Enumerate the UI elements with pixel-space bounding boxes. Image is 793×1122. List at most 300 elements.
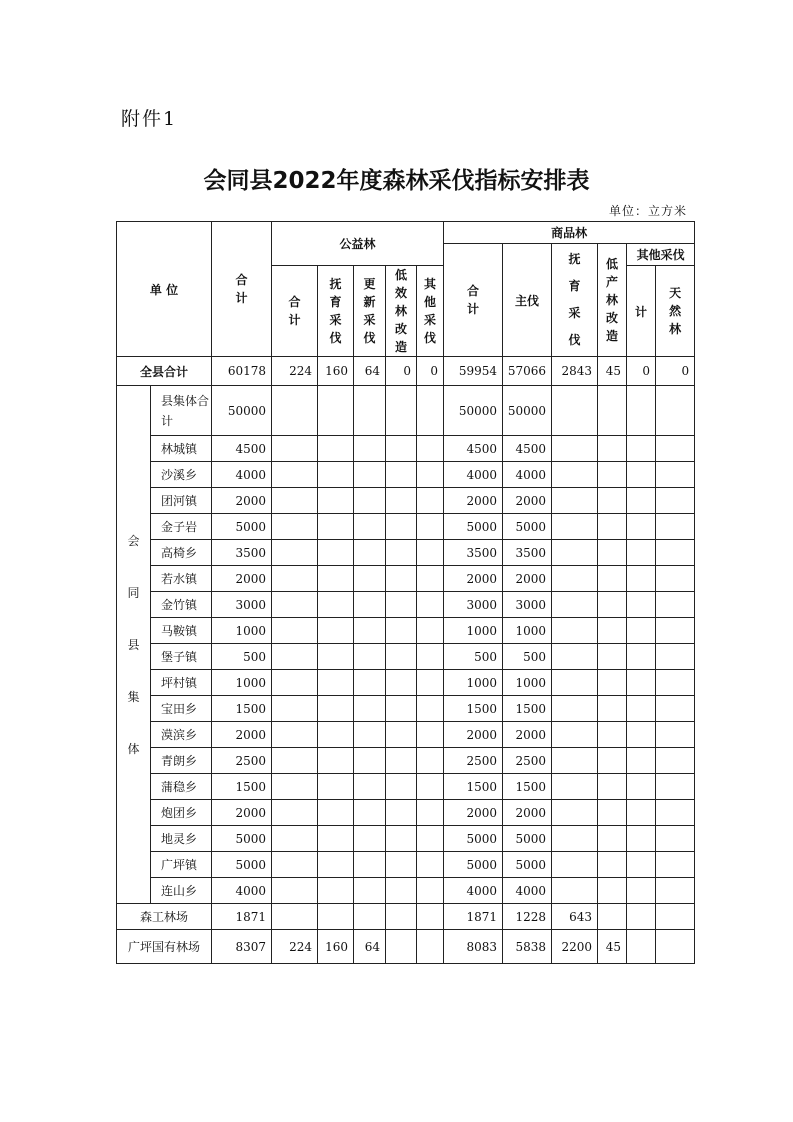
table-cell: 5000 — [212, 852, 272, 878]
table-cell — [656, 748, 695, 774]
table-cell — [656, 488, 695, 514]
table-cell — [354, 878, 386, 904]
table-cell — [656, 722, 695, 748]
header-other-count: 计 — [627, 266, 656, 357]
table-cell — [552, 774, 598, 800]
table-cell — [272, 540, 318, 566]
table-cell — [417, 904, 444, 930]
table-cell: 5000 — [212, 826, 272, 852]
table-cell: 500 — [444, 644, 503, 670]
table-cell — [552, 644, 598, 670]
table-cell — [386, 540, 417, 566]
table-cell — [627, 670, 656, 696]
row-label: 沙溪乡 — [151, 462, 212, 488]
table-cell — [417, 670, 444, 696]
table-cell: 2500 — [212, 748, 272, 774]
table-cell: 1000 — [444, 618, 503, 644]
table-row — [117, 878, 695, 904]
table-cell — [318, 826, 354, 852]
header-com-lowyield: 低产林改造 — [598, 244, 627, 357]
table-cell — [318, 774, 354, 800]
table-cell — [598, 540, 627, 566]
table-cell — [354, 540, 386, 566]
table-cell — [598, 670, 627, 696]
table-cell — [627, 696, 656, 722]
table-cell — [354, 852, 386, 878]
table-cell — [656, 800, 695, 826]
table-cell: 2500 — [503, 748, 552, 774]
table-cell: 8083 — [444, 930, 503, 964]
row-label: 堡子镇 — [151, 644, 212, 670]
table-cell — [656, 826, 695, 852]
table-cell: 500 — [503, 644, 552, 670]
table-cell — [272, 722, 318, 748]
table-cell: 1500 — [503, 774, 552, 800]
table-cell — [552, 386, 598, 436]
table-cell — [417, 618, 444, 644]
table-cell — [598, 592, 627, 618]
table-cell: 2000 — [444, 800, 503, 826]
row-label: 坪村镇 — [151, 670, 212, 696]
table-cell: 5000 — [503, 826, 552, 852]
table-cell — [386, 670, 417, 696]
table-row — [117, 722, 695, 748]
table-cell — [656, 878, 695, 904]
table-cell: 2000 — [212, 566, 272, 592]
table-cell — [354, 592, 386, 618]
table-cell — [272, 566, 318, 592]
table-cell — [417, 748, 444, 774]
county-total-row — [117, 357, 695, 386]
table-row — [117, 386, 695, 436]
table-cell: 2200 — [552, 930, 598, 964]
table-cell — [386, 800, 417, 826]
table-cell: 57066 — [503, 357, 552, 386]
table-cell — [386, 618, 417, 644]
table-cell: 64 — [354, 930, 386, 964]
table-cell — [272, 644, 318, 670]
table-cell — [598, 436, 627, 462]
table-cell: 4500 — [503, 436, 552, 462]
table-cell — [386, 514, 417, 540]
table-cell — [354, 774, 386, 800]
row-label: 马鞍镇 — [151, 618, 212, 644]
table-row — [117, 800, 695, 826]
table-cell — [318, 696, 354, 722]
table-cell — [656, 644, 695, 670]
table-cell — [598, 488, 627, 514]
header-total: 合计 — [212, 222, 272, 357]
table-cell — [386, 722, 417, 748]
table-cell — [272, 826, 318, 852]
table-cell — [318, 722, 354, 748]
table-cell — [656, 618, 695, 644]
table-cell — [552, 436, 598, 462]
table-cell — [386, 878, 417, 904]
table-cell — [627, 826, 656, 852]
table-cell: 2000 — [212, 800, 272, 826]
table-cell — [598, 644, 627, 670]
table-cell — [417, 800, 444, 826]
table-cell — [552, 618, 598, 644]
table-cell — [598, 514, 627, 540]
table-cell — [417, 462, 444, 488]
header-com-main: 主伐 — [503, 244, 552, 357]
table-cell — [354, 514, 386, 540]
table-cell: 50000 — [503, 386, 552, 436]
header-other-natural: 天然林 — [656, 266, 695, 357]
table-cell — [386, 644, 417, 670]
table-cell — [656, 930, 695, 964]
table-cell — [552, 566, 598, 592]
row-label: 森工林场 — [117, 904, 212, 930]
table-cell — [417, 540, 444, 566]
table-cell — [627, 462, 656, 488]
table-cell: 224 — [272, 357, 318, 386]
table-cell: 1228 — [503, 904, 552, 930]
table-cell — [627, 644, 656, 670]
table-cell — [598, 618, 627, 644]
table-cell — [656, 592, 695, 618]
table-cell: 4000 — [212, 462, 272, 488]
header-other-cut: 其他采伐 — [627, 244, 695, 266]
table-cell: 64 — [354, 357, 386, 386]
row-label: 金竹镇 — [151, 592, 212, 618]
table-cell — [552, 462, 598, 488]
table-cell — [656, 774, 695, 800]
table-cell: 1500 — [212, 696, 272, 722]
table-cell — [386, 488, 417, 514]
table-cell: 59954 — [444, 357, 503, 386]
table-cell — [318, 748, 354, 774]
table-row — [117, 488, 695, 514]
table-cell — [417, 774, 444, 800]
table-cell — [552, 748, 598, 774]
table-cell — [598, 386, 627, 436]
table-cell — [386, 774, 417, 800]
table-cell — [318, 670, 354, 696]
table-cell — [318, 462, 354, 488]
table-cell — [272, 462, 318, 488]
header-pub-tending: 抚育采伐 — [318, 266, 354, 357]
table-cell: 2000 — [444, 566, 503, 592]
table-cell — [656, 386, 695, 436]
table-cell: 4000 — [503, 878, 552, 904]
table-cell: 160 — [318, 930, 354, 964]
table-row — [117, 774, 695, 800]
table-cell — [417, 514, 444, 540]
table-cell: 4000 — [444, 878, 503, 904]
table-cell: 1000 — [503, 618, 552, 644]
table-row — [117, 670, 695, 696]
table-cell — [417, 488, 444, 514]
table-cell: 0 — [386, 357, 417, 386]
row-label: 青朗乡 — [151, 748, 212, 774]
table-cell — [598, 904, 627, 930]
table-cell — [417, 436, 444, 462]
table-cell — [598, 826, 627, 852]
table-cell: 2000 — [503, 488, 552, 514]
table-cell — [272, 386, 318, 436]
table-cell — [627, 566, 656, 592]
table-cell — [552, 800, 598, 826]
table-cell — [656, 540, 695, 566]
table-cell — [318, 904, 354, 930]
table-cell: 5000 — [444, 514, 503, 540]
table-cell — [656, 436, 695, 462]
table-cell — [318, 488, 354, 514]
table-cell — [354, 618, 386, 644]
table-cell: 50000 — [444, 386, 503, 436]
table-cell — [386, 904, 417, 930]
table-cell: 5000 — [503, 852, 552, 878]
table-cell — [552, 592, 598, 618]
table-cell — [627, 436, 656, 462]
table-row — [117, 436, 695, 462]
row-label: 全县合计 — [117, 357, 212, 386]
harvest-quota-table — [116, 221, 695, 964]
table-cell — [386, 696, 417, 722]
table-cell: 60178 — [212, 357, 272, 386]
table-cell: 1500 — [503, 696, 552, 722]
table-cell — [656, 696, 695, 722]
table-cell — [598, 852, 627, 878]
table-cell: 5838 — [503, 930, 552, 964]
table-cell — [272, 488, 318, 514]
table-cell — [318, 852, 354, 878]
header-unit: 单 位 — [117, 222, 212, 357]
table-cell — [354, 696, 386, 722]
table-cell — [552, 514, 598, 540]
table-cell — [627, 904, 656, 930]
table-cell — [552, 696, 598, 722]
table-cell: 1500 — [444, 774, 503, 800]
table-cell — [272, 852, 318, 878]
table-cell: 4500 — [212, 436, 272, 462]
table-cell — [598, 748, 627, 774]
table-cell — [318, 566, 354, 592]
table-cell — [354, 462, 386, 488]
table-cell — [272, 618, 318, 644]
table-cell — [627, 852, 656, 878]
table-cell — [627, 592, 656, 618]
table-cell — [272, 436, 318, 462]
table-cell — [598, 462, 627, 488]
table-cell — [598, 696, 627, 722]
table-cell — [354, 800, 386, 826]
row-label: 地灵乡 — [151, 826, 212, 852]
table-cell — [552, 722, 598, 748]
table-cell — [272, 696, 318, 722]
table-cell: 2000 — [503, 566, 552, 592]
table-cell — [417, 722, 444, 748]
table-cell — [627, 488, 656, 514]
table-cell — [386, 826, 417, 852]
table-cell: 1000 — [503, 670, 552, 696]
table-cell: 1000 — [444, 670, 503, 696]
table-cell — [417, 930, 444, 964]
table-row — [117, 904, 695, 930]
table-row — [117, 826, 695, 852]
table-cell — [627, 386, 656, 436]
table-cell — [627, 800, 656, 826]
table-cell: 5000 — [444, 852, 503, 878]
table-cell — [386, 566, 417, 592]
table-cell — [354, 644, 386, 670]
table-cell: 3500 — [503, 540, 552, 566]
table-cell: 45 — [598, 930, 627, 964]
table-cell — [598, 878, 627, 904]
table-cell — [386, 930, 417, 964]
table-row — [117, 696, 695, 722]
table-cell — [318, 618, 354, 644]
table-cell — [627, 930, 656, 964]
table-cell: 1871 — [212, 904, 272, 930]
table-cell: 4000 — [503, 462, 552, 488]
table-cell: 5000 — [503, 514, 552, 540]
table-cell: 2000 — [503, 722, 552, 748]
table-cell — [386, 462, 417, 488]
table-cell — [552, 670, 598, 696]
table-cell — [272, 800, 318, 826]
table-cell — [318, 436, 354, 462]
table-cell: 0 — [627, 357, 656, 386]
table-cell — [354, 488, 386, 514]
table-cell: 3500 — [444, 540, 503, 566]
table-cell — [656, 566, 695, 592]
table-cell: 4000 — [444, 462, 503, 488]
table-cell: 1871 — [444, 904, 503, 930]
table-cell — [598, 722, 627, 748]
table-cell — [417, 826, 444, 852]
table-cell: 3000 — [503, 592, 552, 618]
header-com-tending: 抚育采伐 — [552, 244, 598, 357]
table-row — [117, 592, 695, 618]
table-cell — [627, 618, 656, 644]
row-label: 若水镇 — [151, 566, 212, 592]
table-cell: 45 — [598, 357, 627, 386]
table-cell — [552, 852, 598, 878]
row-label: 广坪国有林场 — [117, 930, 212, 964]
table-cell — [417, 592, 444, 618]
table-cell: 8307 — [212, 930, 272, 964]
page-title: 会同县2022年度森林采伐指标安排表 — [203, 168, 590, 194]
header-commercial-forest: 商品林 — [444, 222, 695, 244]
table-cell — [318, 878, 354, 904]
unit-note: 单位：立方米 — [608, 204, 687, 218]
table-cell — [627, 514, 656, 540]
table-cell — [272, 904, 318, 930]
attachment-label: 附件1 — [121, 108, 178, 130]
table-row — [117, 930, 695, 964]
table-cell — [627, 774, 656, 800]
table-cell — [318, 540, 354, 566]
table-cell — [354, 566, 386, 592]
table-cell: 3500 — [212, 540, 272, 566]
row-label: 广坪镇 — [151, 852, 212, 878]
table-cell — [318, 386, 354, 436]
table-cell — [318, 514, 354, 540]
table-cell: 3000 — [212, 592, 272, 618]
table-cell: 2000 — [503, 800, 552, 826]
table-cell — [656, 904, 695, 930]
table-cell — [272, 748, 318, 774]
table-cell: 1500 — [212, 774, 272, 800]
table-row — [117, 618, 695, 644]
table-row — [117, 514, 695, 540]
table-cell — [386, 748, 417, 774]
table-cell — [552, 488, 598, 514]
table-cell: 2000 — [444, 722, 503, 748]
table-cell: 5000 — [444, 826, 503, 852]
table-cell: 643 — [552, 904, 598, 930]
table-cell — [354, 826, 386, 852]
table-cell: 224 — [272, 930, 318, 964]
table-cell: 2000 — [444, 488, 503, 514]
table-cell — [598, 566, 627, 592]
table-row — [117, 566, 695, 592]
table-cell — [386, 592, 417, 618]
table-cell — [354, 748, 386, 774]
table-cell — [417, 566, 444, 592]
table-cell — [656, 514, 695, 540]
table-cell — [552, 878, 598, 904]
table-cell — [272, 514, 318, 540]
table-cell — [627, 540, 656, 566]
row-label: 金子岩 — [151, 514, 212, 540]
table-cell: 0 — [656, 357, 695, 386]
table-cell — [627, 878, 656, 904]
table-row — [117, 852, 695, 878]
table-cell — [386, 852, 417, 878]
table-cell — [318, 592, 354, 618]
row-label: 蒲稳乡 — [151, 774, 212, 800]
table-cell — [417, 878, 444, 904]
table-cell — [656, 670, 695, 696]
table-cell: 50000 — [212, 386, 272, 436]
table-cell — [417, 386, 444, 436]
row-label: 县集体合 计 — [151, 386, 212, 436]
table-cell: 2000 — [212, 488, 272, 514]
table-cell — [598, 800, 627, 826]
table-cell — [354, 386, 386, 436]
table-cell — [272, 774, 318, 800]
header-public-forest: 公益林 — [272, 222, 444, 266]
table-cell: 2500 — [444, 748, 503, 774]
table-cell — [354, 436, 386, 462]
row-label: 团河镇 — [151, 488, 212, 514]
header-pub-total: 合计 — [272, 266, 318, 357]
group-label: 会同县集体 — [117, 386, 151, 904]
table-cell: 160 — [318, 357, 354, 386]
table-cell — [386, 436, 417, 462]
table-cell: 5000 — [212, 514, 272, 540]
table-cell — [627, 722, 656, 748]
table-cell — [354, 670, 386, 696]
table-cell — [272, 878, 318, 904]
row-label: 高椅乡 — [151, 540, 212, 566]
table-cell — [417, 852, 444, 878]
table-cell — [627, 748, 656, 774]
table-cell: 500 — [212, 644, 272, 670]
row-label: 漠滨乡 — [151, 722, 212, 748]
table-cell — [318, 644, 354, 670]
table-cell — [318, 800, 354, 826]
table-cell — [386, 386, 417, 436]
table-cell: 4000 — [212, 878, 272, 904]
table-cell — [417, 696, 444, 722]
row-label: 宝田乡 — [151, 696, 212, 722]
